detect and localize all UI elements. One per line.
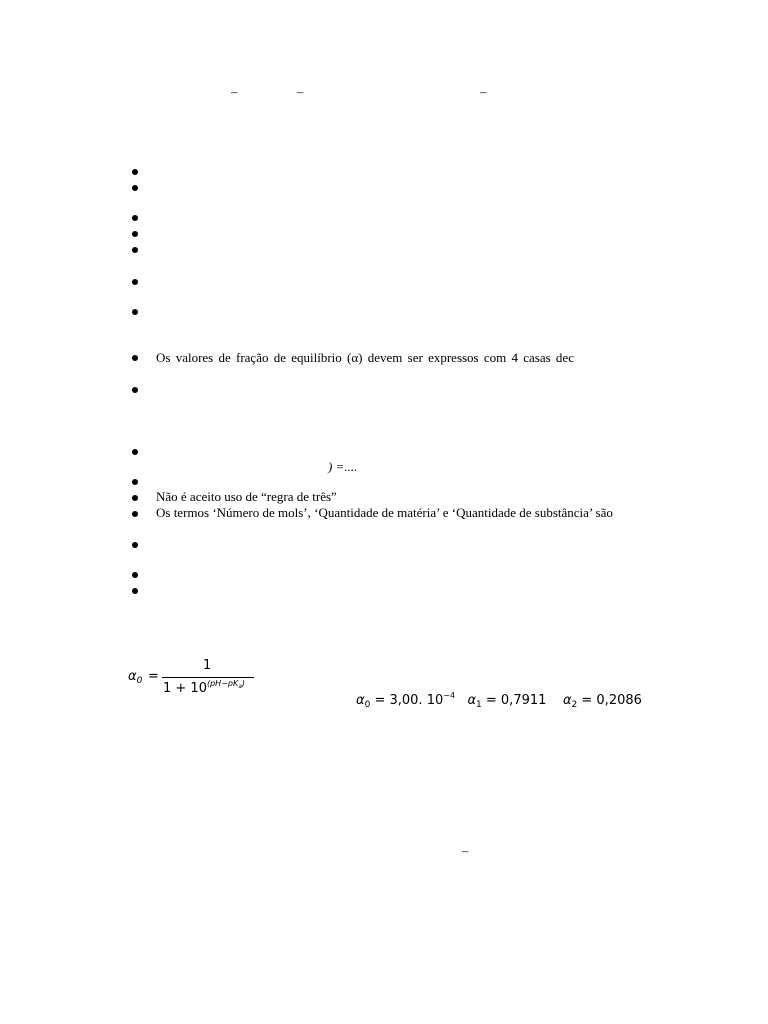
bullet-continuation: ) =.... bbox=[328, 459, 358, 474]
bullet-text-terms: Os termos ‘Número de mols’, ‘Quantidade de matéria’ e ‘Quantidade de substância’ são bbox=[156, 505, 613, 520]
bullet-marker bbox=[132, 495, 138, 501]
top-dash-1: – bbox=[231, 84, 238, 99]
bullet-marker bbox=[132, 572, 138, 578]
bullet-marker bbox=[132, 542, 138, 548]
bullet-marker bbox=[132, 449, 138, 455]
bullet-text-alpha-precision: Os valores de fração de equilíbrio (α) devem ser expressos com 4 casas dec bbox=[156, 350, 574, 365]
formula-denominator: $1 + 10^{(pH-pK_a)}$ bbox=[163, 679, 246, 696]
top-dash-3: – bbox=[480, 84, 487, 99]
fraction-bar bbox=[162, 677, 254, 678]
bullet-marker bbox=[132, 247, 138, 253]
bullet-marker bbox=[132, 185, 138, 191]
bullet-marker bbox=[132, 511, 138, 517]
formula-numerator: 1 bbox=[203, 658, 212, 673]
bullet-marker bbox=[132, 279, 138, 285]
bullet-marker bbox=[132, 231, 138, 237]
formula-lhs: $\alpha_0$ bbox=[128, 669, 143, 686]
bullet-marker bbox=[132, 588, 138, 594]
bullet-marker bbox=[132, 309, 138, 315]
bullet-marker bbox=[132, 387, 138, 393]
bottom-dash: – bbox=[462, 843, 469, 858]
bullet-text-rule-of-three: Não é aceito uso de “regra de três” bbox=[156, 489, 337, 504]
bullet-marker bbox=[132, 215, 138, 221]
formula-equals: = bbox=[148, 669, 159, 684]
alpha-results: $\alpha_0 = 3,00$. $10^{-4}$ $\alpha_1 = 0,7911$ $\alpha_2 = 0,2086$ bbox=[356, 691, 642, 710]
top-dash-2: – bbox=[297, 84, 304, 99]
bullet-marker bbox=[132, 169, 138, 175]
bullet-marker bbox=[132, 479, 138, 485]
bullet-marker bbox=[132, 355, 138, 361]
